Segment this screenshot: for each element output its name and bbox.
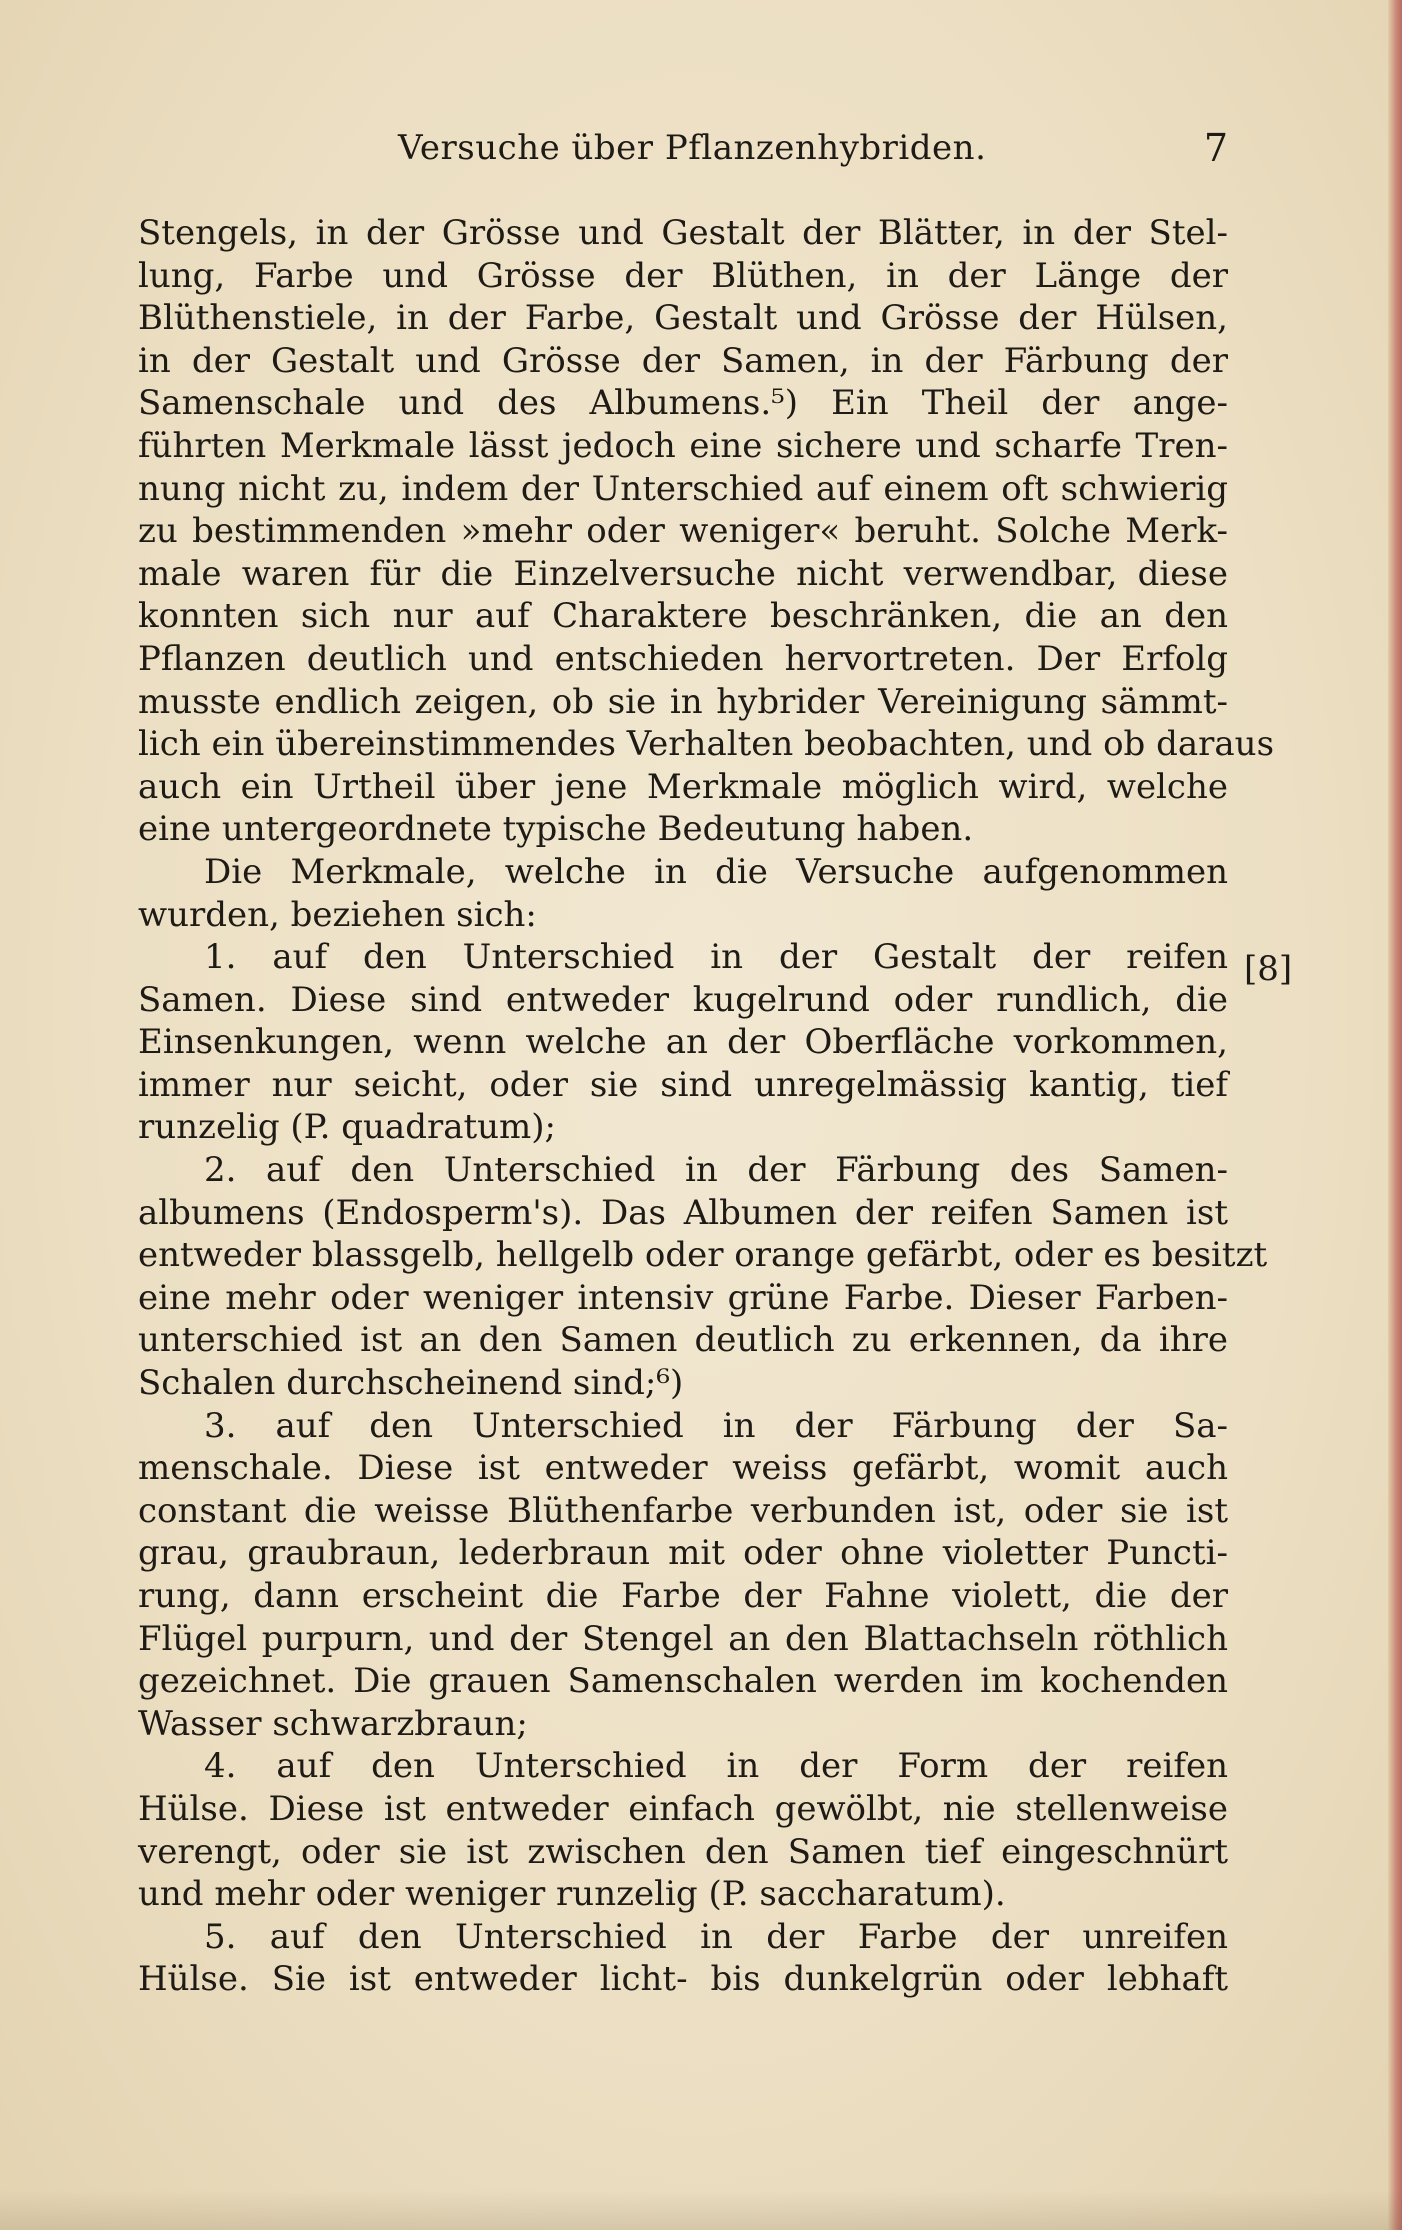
page-shadow [0,2190,1402,2230]
text-line: Hülse. Sie ist entweder licht- bis dunkelgrün oder lebhaft [138,1959,1228,2000]
text-line: unterschied ist an den Samen deutlich zu erkennen, da ihre [138,1320,1228,1361]
text-line: gezeichnet. Die grauen Samenschalen werden im kochenden [138,1661,1228,1702]
text-line: in der Gestalt und Grösse der Samen, in der Färbung der [138,340,1228,381]
text-line: 3. auf den Unterschied in der Färbung der Sa- [204,1405,1228,1446]
text-line: wurden, beziehen sich: [138,894,537,935]
text-line: Flügel purpurn, und der Stengel an den Blattachseln röthlich [138,1618,1228,1659]
text-line: 5. auf den Unterschied in der Farbe der unreifen [204,1916,1228,1957]
text-line: male waren für die Einzelversuche nicht verwendbar, diese [138,553,1228,594]
running-title: Versuche über Pflanzenhybriden. [398,128,987,168]
text-line: führten Merkmale lässt jedoch eine sichere und scharfe Tren- [138,425,1228,466]
text-line: eine mehr oder weniger intensiv grüne Farbe. Dieser Farben- [138,1277,1228,1318]
text-line: albumens (Endosperm's). Das Albumen der reifen Samen ist [138,1192,1228,1233]
text-line: Hülse. Diese ist entweder einfach gewölbt, nie stellenweise [138,1788,1228,1829]
text-line: immer nur seicht, oder sie sind unregelmässig kantig, tief [138,1064,1228,1105]
text-line: Die Merkmale, welche in die Versuche aufgenommen [204,851,1228,892]
body-text [138,212,1275,2001]
text-line: menschale. Diese ist entweder weiss gefärbt, womit auch [138,1448,1228,1489]
text-line: Pflanzen deutlich und entschieden hervortreten. Der Erfolg [138,638,1228,679]
text-line: Einsenkungen, wenn welche an der Oberfläche vorkommen, [138,1022,1228,1063]
text-line: grau, graubraun, lederbraun mit oder ohne violetter Puncti- [138,1533,1228,1574]
text-line: Schalen durchscheinend sind;⁶) [138,1363,684,1404]
page-header [138,128,1228,178]
text-line: verengt, oder sie ist zwischen den Samen tief eingeschnürt [138,1831,1228,1872]
text-line: nung nicht zu, indem der Unterschied auf einem oft schwierig [138,468,1228,509]
text-line: constant die weisse Blüthenfarbe verbunden ist, oder sie ist [138,1490,1228,1531]
text-line: Samen. Diese sind entweder kugelrund oder rundlich, die [138,979,1228,1020]
text-line: musste endlich zeigen, ob sie in hybrider Vereinigung sämmt- [138,681,1228,722]
text-line: Samenschale und des Albumens.⁵) Ein Theil der ange- [138,383,1228,424]
page-number: 7 [1203,126,1228,170]
text-line: 1. auf den Unterschied in der Gestalt der reifen [204,937,1228,978]
page-edge [1388,0,1402,2230]
text-line: entweder blassgelb, hellgelb oder orange gefärbt, oder es besitzt [138,1235,1268,1276]
text-line: Blüthenstiele, in der Farbe, Gestalt und Grösse der Hülsen, [138,298,1228,339]
text-line: lung, Farbe und Grösse der Blüthen, in der Länge der [138,255,1228,296]
text-line: runzelig (P. quadratum); [138,1107,557,1148]
text-line: 4. auf den Unterschied in der Form der reifen [204,1746,1228,1787]
margin-page-reference: [8] [1244,949,1293,989]
text-line: rung, dann erscheint die Farbe der Fahne violett, die der [138,1576,1228,1616]
text-line: Stengels, in der Grösse und Gestalt der Blätter, in der Stel- [138,213,1228,253]
text-line: konnten sich nur auf Charaktere beschränken, die an den [138,596,1228,637]
text-line: Wasser schwarzbraun; [138,1703,528,1744]
text-line: zu bestimmenden »mehr oder weniger« beruht. Solche Merk- [138,511,1228,552]
text-line: 2. auf den Unterschied in der Färbung des Samen- [204,1150,1228,1191]
text-line: lich ein übereinstimmendes Verhalten beobachten, und ob daraus [138,724,1275,765]
text-line: und mehr oder weniger runzelig (P. saccharatum). [138,1874,1006,1915]
text-line: auch ein Urtheil über jene Merkmale möglich wird, welche [138,766,1228,807]
text-line: eine untergeordnete typische Bedeutung haben. [138,809,974,850]
